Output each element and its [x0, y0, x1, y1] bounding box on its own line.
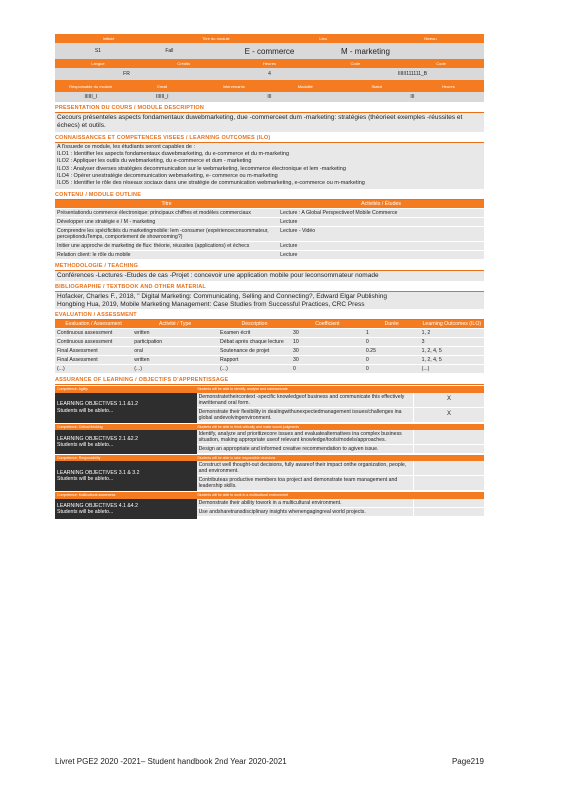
- presentation-heading: PRESENTATION DU COURS / MODULE DESCRIPTION: [55, 105, 484, 113]
- competence-label: Competence: Responsibility: [57, 456, 101, 460]
- header-cell: Lieu: [319, 36, 327, 41]
- ilo-heading: CONNAISSANCES ET COMPETENCES VISEES / LEARNING OUTCOMES (ILO): [55, 135, 484, 143]
- objective-item: [197, 499, 484, 508]
- objective-item: [197, 445, 484, 454]
- table-row: [55, 226, 484, 241]
- content-heading: CONTENU / MODULE OUTLINE: [55, 192, 484, 200]
- objective-mark: [414, 461, 484, 475]
- header-cell: III: [410, 94, 415, 100]
- module-title: E - commerce: [244, 46, 295, 56]
- season-cell: Fall: [165, 48, 174, 54]
- objective-mark: X: [446, 395, 451, 402]
- objective-text: Design an appropriate and informed creative recommendation to agiven issue.: [197, 445, 414, 453]
- competence-description: Students will be able to identify, analyse and communicate: [197, 387, 288, 392]
- evaluation-heading: EVALUATION / ASSESSMENT: [55, 312, 484, 320]
- header-cell: Intervenants: [222, 83, 245, 89]
- table-cell: (...): [420, 365, 484, 374]
- ilo-item: ILO3 : Analyser diverses stratégies decommunication sur le webmarketing, lecommerce électronique et lem -marketing: [57, 165, 346, 172]
- objective-group-row: [55, 499, 484, 519]
- competence-label: Competence: Multicultural awareness: [57, 493, 116, 498]
- header-cell: Titre du module: [202, 36, 230, 41]
- table-cell: 10: [291, 338, 364, 347]
- header-cell: Heures: [263, 61, 276, 66]
- table-row: [55, 250, 484, 259]
- objective-label-line: Students will be ableto...: [57, 509, 114, 516]
- objective-item: [197, 408, 484, 423]
- table-cell: (...): [55, 365, 132, 374]
- table-cell: Débat après chaque lecture: [218, 338, 291, 347]
- table-cell: Soutenance de projet: [218, 347, 291, 356]
- header-cell: Crédits: [177, 61, 191, 66]
- objective-group-row: [55, 461, 484, 491]
- objective-item: [197, 476, 484, 491]
- table-row: [55, 356, 484, 365]
- table-cell: Initier une approche de marketing de flux: théorie, réussites (applications) et échecs: [55, 241, 278, 250]
- assurance-table: [55, 385, 484, 519]
- content-table: [55, 200, 484, 260]
- objective-group-label: [55, 430, 197, 454]
- assurance-heading: ASSURANCE OF LEARNING / OBJECTIFS D'APPRENTISSAGE: [55, 377, 484, 385]
- column-header: Learning Outcomes (ILO): [420, 320, 484, 329]
- objective-label-line: LEARNING OBJECTIVES 3.1 & 3.2: [57, 470, 140, 477]
- table-cell: 1: [364, 329, 420, 338]
- table-cell: (...): [132, 365, 218, 374]
- table-cell: Relation client: le rôle du mobile: [55, 250, 278, 259]
- column-header: Titre: [55, 200, 278, 209]
- table-cell: Final Assessment: [55, 356, 132, 365]
- objective-group-header: [55, 423, 484, 430]
- header-row-1: [55, 34, 484, 43]
- code-cell: IIIIII111111_B: [397, 71, 428, 77]
- competence-description: Students will be able to work in a multicultural environment: [197, 493, 289, 498]
- header-cell: Langue: [91, 61, 105, 66]
- table-cell: 0: [364, 338, 420, 347]
- objective-mark: X: [446, 410, 451, 417]
- table-cell: participation: [132, 338, 218, 347]
- competence-description: Students will be able to take responsible decisions: [197, 456, 276, 460]
- table-row: [55, 365, 484, 374]
- column-header: Activité / Type: [132, 320, 218, 329]
- objective-label-line: Students will be ableto...: [57, 442, 114, 448]
- page-footer: [55, 757, 484, 766]
- objective-group-label: [55, 461, 197, 491]
- table-cell: 0.25: [364, 347, 420, 356]
- objective-text: Contributeas productive members toa project and demonstrate team management and leadership skills.: [197, 476, 414, 490]
- table-cell: 30: [291, 356, 364, 365]
- table-cell: 1, 2: [420, 329, 484, 338]
- ilo-block: [55, 143, 484, 189]
- objective-mark: [414, 476, 484, 490]
- ilo-item: ILO4 : Opérer unestratégie decommunication webmarketing, e- commerce ou m-marketing: [57, 173, 278, 179]
- language-cell: FR: [123, 71, 130, 77]
- table-cell: Lecture: [278, 241, 484, 250]
- table-cell: Lecture : A Global Perspectiveof Mobile Commerce: [278, 208, 484, 217]
- table-cell: 0: [291, 365, 364, 374]
- objective-text: Demonstratetheircontext -specific knowledgeof business and communicate this effectively inwrittenand oral form.: [197, 393, 414, 407]
- objective-label-line: LEARNING OBJECTIVES 4.1 &4.2: [57, 502, 139, 509]
- ilo-intro: A l'issuede ce module, les étudiants seront capables de :: [57, 143, 196, 150]
- table-cell: oral: [132, 347, 218, 356]
- objective-group-row: [55, 393, 484, 423]
- competence-description: Students will be able to think critically and make sound judgments: [197, 424, 299, 429]
- table-cell: (...): [218, 365, 291, 374]
- table-cell: written: [132, 356, 218, 365]
- presentation-text: Cecours présenteles aspects fondamentaux duwebmarketing, due -commerceet dum -marketing: stratégies (théorieet exemples -réussites et échecs) et outils.: [55, 113, 484, 132]
- column-header: Description: [218, 320, 291, 329]
- header-row-5: [55, 80, 484, 92]
- header-row-3: [55, 59, 484, 68]
- objective-group-label: [55, 499, 197, 519]
- table-cell: Lecture: [278, 217, 484, 226]
- header-cell: Modalité: [297, 83, 313, 89]
- footer-left: Livret PGE2 2020 -2021– Student handbook 2nd Year 2020-2021: [55, 757, 287, 766]
- bibliography-entry: Hofacker, Charles F., 2018, " Digital Marketing: Communicating, Selling and Connecting?, Edward Elgar Publishing: [57, 293, 388, 300]
- method-heading: METHODOLOGIE / TEACHING: [55, 263, 484, 271]
- table-cell: Lecture - Vidéo: [278, 226, 484, 241]
- header-cell: Intitulé: [102, 36, 115, 41]
- module-subtitle: M - marketing: [341, 46, 390, 56]
- table-cell: Présentationdu commerce électronique: principaux chiffres et modèles commerciaux: [55, 208, 278, 217]
- table-cell: Lecture: [278, 250, 484, 259]
- objective-text: Use andsharetransdisciplinary insights whenengagingreal world projects.: [197, 508, 414, 516]
- table-cell: written: [132, 329, 218, 338]
- header-cell: Email: [157, 83, 168, 89]
- objective-items: [197, 499, 484, 519]
- table-cell: Rapport: [218, 356, 291, 365]
- objective-group-header: [55, 491, 484, 498]
- header-cell: IIIIII_I: [155, 94, 169, 100]
- table-cell: 1, 2, 4, 5: [420, 356, 484, 365]
- column-header: Coefficient: [291, 320, 364, 329]
- header-row-4: [55, 68, 484, 80]
- competence-label: Competence: Critical thinking: [57, 424, 103, 429]
- objective-items: [197, 430, 484, 454]
- table-cell: 30: [291, 347, 364, 356]
- table-cell: Continuous assessment: [55, 338, 132, 347]
- objective-item: [197, 508, 484, 517]
- column-header: Activités / Études: [278, 200, 484, 209]
- table-row: [55, 347, 484, 356]
- module-sheet: [55, 34, 484, 519]
- column-header: Evaluation / Assessment: [55, 320, 132, 329]
- table-row: [55, 338, 484, 347]
- table-cell: Final Assessment: [55, 347, 132, 356]
- header-cell: Code: [436, 61, 446, 66]
- content-table-header: [55, 200, 484, 209]
- objective-text: Demonstrate their flexibility in dealingwithunexpectedmanagement issues/challenges ina global andevolvingenvironment.: [197, 408, 414, 422]
- competence-label: Competence: Agility: [57, 387, 88, 392]
- objective-text: Demonstrate their ability towork in a multicultural environment.: [197, 499, 414, 507]
- objective-item: [197, 461, 484, 476]
- bibliography-entry: Hongbing Hua, 2019, Mobile Marketing Management: Case Studies from Successful Practices, CRC Press: [57, 300, 365, 308]
- objective-item: [197, 430, 484, 445]
- objective-text: Identify, analyze and prioritizecore issues and evaluatealternatives ina complex business situation, making appropriate useof relevant knowledge/tools/models/approaches.: [197, 430, 414, 444]
- objective-text: Construct well thought-out decisions, fully awareof their impact onthe organization, people, and environment.: [197, 461, 414, 475]
- objective-item: [197, 393, 484, 408]
- table-cell: 1, 2, 4, 5: [420, 347, 484, 356]
- objective-items: [197, 461, 484, 491]
- objective-mark: [414, 499, 484, 507]
- objective-label-line: LEARNING OBJECTIVES 1.1 &1.2: [57, 401, 139, 408]
- objective-mark: [414, 445, 484, 453]
- table-row: [55, 241, 484, 250]
- objective-group-row: [55, 430, 484, 454]
- header-cell: IIIIII_I: [84, 94, 97, 100]
- objective-mark: [414, 508, 484, 516]
- header-cell: Niveau: [424, 36, 437, 41]
- objective-group-label: [55, 393, 197, 423]
- ilo-item: ILO5 : Identifier le rôle des réseaux sociaux dans une stratégie de communication webmarketing, e-commerce ou m-marketing: [57, 180, 365, 187]
- table-cell: Examen écrit: [218, 329, 291, 338]
- header-cell: Heures: [441, 83, 455, 89]
- credits-cell: 4: [268, 71, 271, 77]
- page-number: Page219: [451, 757, 484, 766]
- header-row-2: [55, 43, 484, 59]
- objective-group-header: [55, 385, 484, 392]
- table-cell: 3: [420, 338, 484, 347]
- objective-group-header: [55, 454, 484, 461]
- table-cell: Comprendre les spécificités du marketingmobile: lem -consumer (expérienceconsommateur, perceptionduTemps, comportement de showrooming?): [55, 226, 278, 241]
- bibliography-block: [55, 292, 484, 309]
- objective-label-line: Students will be ableto...: [57, 476, 114, 483]
- method-text: Conférences -Lectures -Etudes de cas -Projet : concevoir une application mobile pour leconsommateur nomade: [55, 271, 484, 281]
- header-cell: Statut: [371, 83, 382, 89]
- objective-mark: [414, 430, 484, 444]
- column-header: Durée: [364, 320, 420, 329]
- ilo-item: ILO1 : Identifier les aspects fondamentaux duwebmarketing, du e-commerce et du m-marketing: [57, 151, 290, 158]
- evaluation-table: [55, 320, 484, 374]
- header-cell: Responsable du module: [69, 83, 113, 89]
- evaluation-table-header: [55, 320, 484, 329]
- objective-label-line: LEARNING OBJECTIVES 2.1 &2.2: [57, 435, 139, 442]
- objective-label-line: Students will be ableto...: [57, 407, 114, 414]
- table-cell: 0: [364, 356, 420, 365]
- table-row: [55, 208, 484, 217]
- ilo-item: ILO2 : Appliquer les outils du webmarketing, du e-commerce et dum - marketing: [57, 158, 252, 165]
- table-cell: 30: [291, 329, 364, 338]
- semester-cell: S1: [94, 48, 101, 54]
- table-cell: 0: [364, 365, 420, 374]
- bibliography-heading: BIBLIOGRAPHIE / TEXTBOOK AND OTHER MATERIAL: [55, 284, 484, 292]
- table-row: [55, 217, 484, 226]
- objective-items: [197, 393, 484, 423]
- header-row-6: [55, 92, 484, 102]
- table-cell: Développer une stratégie e / M - marketing: [55, 217, 278, 226]
- header-cell: Code: [350, 61, 361, 66]
- table-cell: Continuous assessment: [55, 329, 132, 338]
- table-row: [55, 329, 484, 338]
- header-cell: III: [267, 94, 272, 100]
